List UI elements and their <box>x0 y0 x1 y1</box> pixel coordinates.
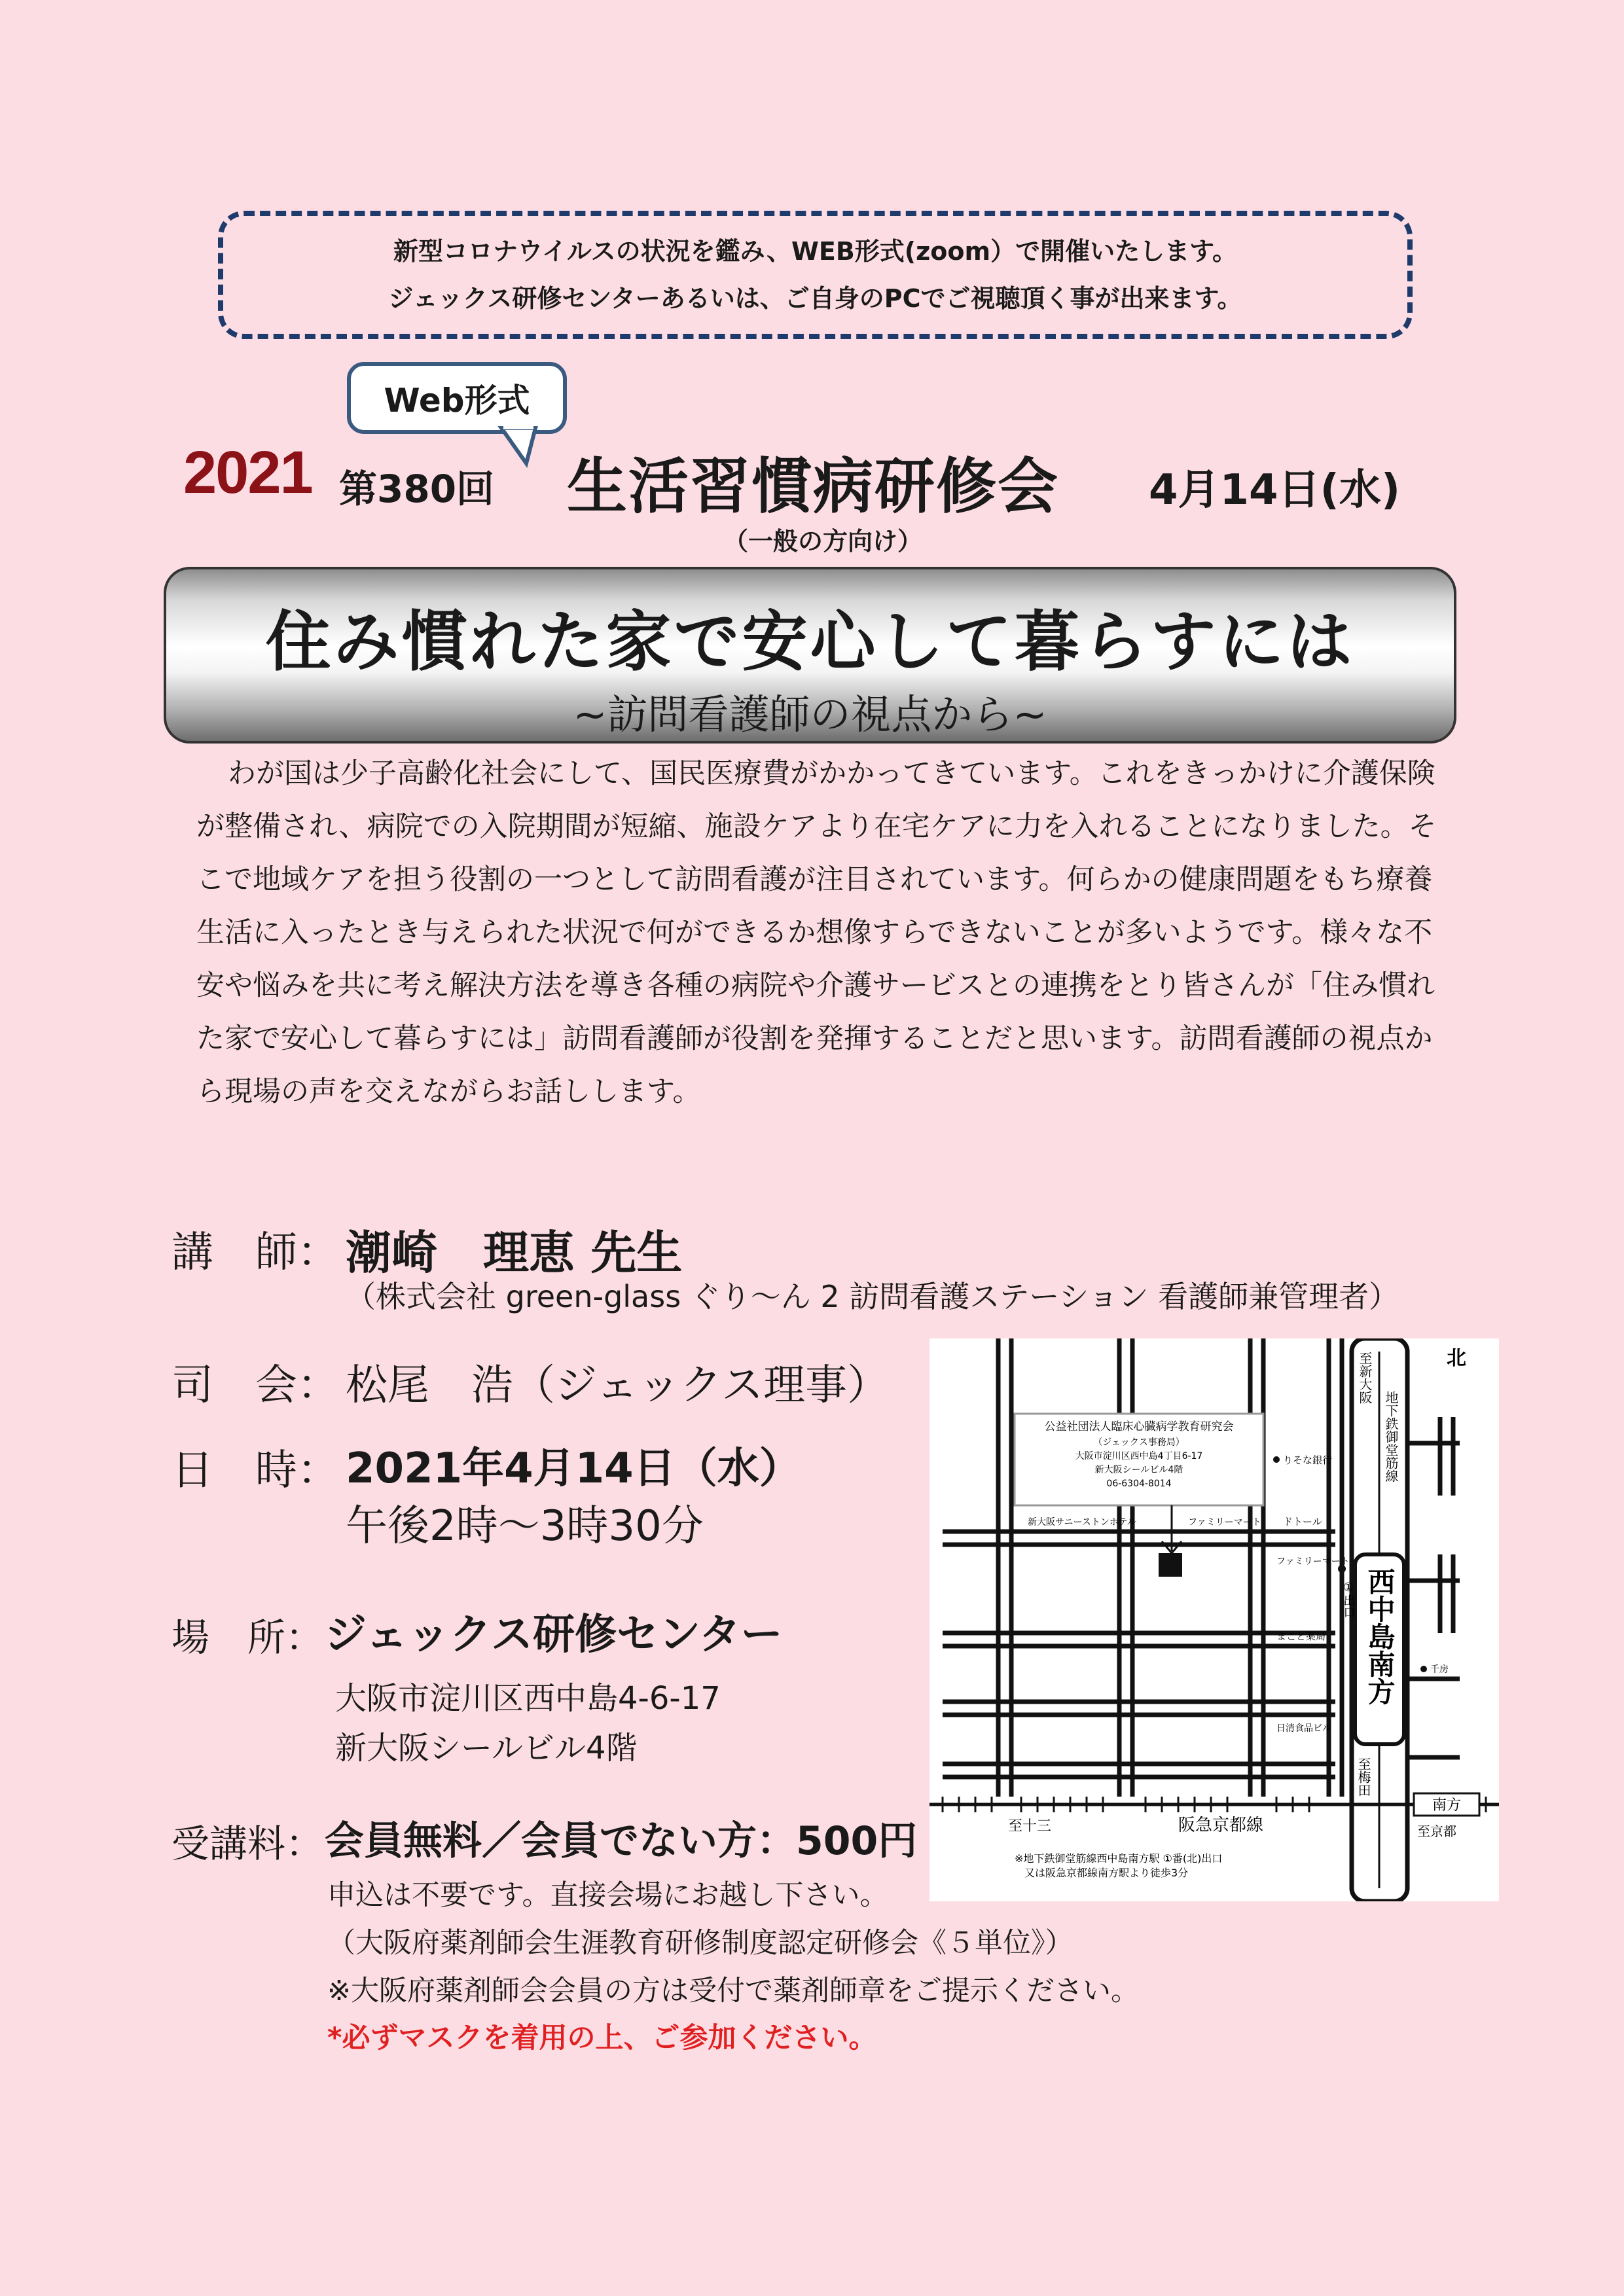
mask-note: *必ずマスクを着用の上、ご参加ください。 <box>327 2022 877 2054</box>
map-to-shinosaka: 至新大阪 <box>1357 1352 1373 1404</box>
audience-label: （一般の方向け） <box>723 527 923 556</box>
notice-line-1: 新型コロナウイルスの状況を鑑み、WEB形式(zoom）で開催いたします。 <box>393 237 1238 266</box>
map-doutor: ドトール <box>1283 1516 1322 1528</box>
map-to-juso: 至十三 <box>1008 1818 1052 1835</box>
map-office-name: 公益社団法人臨床心臓病学教育研究会 <box>1044 1420 1234 1433</box>
map-note-2: 又は阪急京都線南方駅より徒歩3分 <box>1024 1867 1189 1879</box>
map-familymart-right: ファミリーマート <box>1276 1556 1350 1567</box>
bubble-tail-icon <box>497 425 550 471</box>
fee-note-credits: （大阪府薬剤師会生涯教育研修制度認定研修会《５単位》） <box>327 1927 1074 1960</box>
senba-marker-icon <box>1420 1666 1427 1672</box>
map-to-umeda: 至梅田 <box>1356 1757 1371 1797</box>
map-hankyu-line: 阪急京都線 <box>1178 1816 1264 1835</box>
mc-value: 松尾 浩（ジェックス理事） <box>346 1361 890 1410</box>
map-note-1: ※地下鉄御堂筋線西中島南方駅 ①番(北)出口 <box>1015 1852 1223 1865</box>
lecture-subtitle: ~訪問看護師の視点から~ <box>573 691 1047 738</box>
lecture-title: 住み慣れた家で安心して暮らすには <box>265 603 1355 680</box>
address-line-1: 大阪市淀川区西中島4-6-17 <box>335 1680 721 1717</box>
venue-marker-icon <box>1159 1553 1182 1577</box>
time-value: 午後2時～3時30分 <box>346 1502 704 1551</box>
map-senba: 千房 <box>1430 1664 1449 1675</box>
place-label: 場 所： <box>171 1615 324 1660</box>
map-exit: ①出口 <box>1341 1581 1356 1618</box>
lecturer-name: 潮崎 理恵 先生 <box>346 1226 683 1280</box>
map-makoto: まこと薬局 <box>1276 1630 1326 1642</box>
map-familymart-top: ファミリーマート <box>1188 1517 1261 1528</box>
notice-line-2: ジェックス研修センターあるいは、ご自身のPCでご視聴頂く事が出来ます。 <box>388 284 1242 313</box>
intro-paragraph <box>196 747 1440 1119</box>
map-north: 北 <box>1447 1347 1466 1370</box>
lecturer-affiliation: （株式会社 green-glass ぐり～ん 2 訪問看護ステーション 看護師兼管理者） <box>346 1279 1399 1314</box>
fee-note-registration: 申込は不要です。直接会場にお越し下さい。 <box>327 1879 888 1912</box>
map-to-kyoto: 至京都 <box>1417 1823 1456 1839</box>
map-subway: 地下鉄御堂筋線 <box>1383 1391 1399 1482</box>
course-title: 生活習慣病研修会 <box>567 452 1060 522</box>
address-line-2: 新大阪シールビル4階 <box>335 1730 638 1767</box>
year: 2021 <box>183 439 312 506</box>
map-office-sub: （ジェックス事務局） <box>1093 1437 1185 1448</box>
online-notice-box <box>218 211 1413 339</box>
map-hotel: 新大阪サニーストンホテル <box>1028 1517 1137 1528</box>
web-format-bubble <box>347 362 567 434</box>
fee-label: 受講料： <box>171 1821 324 1866</box>
access-map <box>929 1338 1499 1901</box>
header-date: 4月14日(水) <box>1149 466 1401 514</box>
map-office-address-1: 大阪市淀川区西中島4丁目6-17 <box>1075 1451 1203 1462</box>
intro-text: わが国は少子高齢化社会にして、国民医療費がかかってきています。これをきっかけに介護保険が整備され、病院での入院期間が短縮、施設ケアより在宅ケアに力を入れることになりました。そこで地域ケアを担う役割の一つとして訪問看護が注目されています。何らかの健康問題をもち療養生活に入ったとき与えられた状況で何ができるか想像すらできないことが多いようです。様々な不安や悩みを共に考え解決方法を導き各種の病院や介護サービスとの連携をとり皆さんが「住み慣れた家で安心して暮らすには」訪問看護師が役割を発揮することだと思います。訪問看護師の視点から現場の声を交えながらお話しします。 <box>196 757 1437 1108</box>
risona-marker-icon <box>1273 1456 1280 1463</box>
date-label: 日 時： <box>171 1446 339 1495</box>
mc-label: 司 会： <box>171 1361 339 1410</box>
fee-note-pharmacist: ※大阪府薬剤師会会員の方は受付で薬剤師章をご提示ください。 <box>327 1975 1140 2007</box>
map-nisshin: 日清食品ビル <box>1276 1723 1331 1734</box>
place-name: ジェックス研修センター <box>325 1611 783 1659</box>
lecturer-label: 講 師： <box>171 1229 339 1277</box>
date-value: 2021年4月14日（水） <box>346 1444 801 1493</box>
session-number: 第380回 <box>339 467 495 511</box>
map-office-address-2: 新大阪シールビル4階 <box>1094 1465 1183 1475</box>
fee-value: 会員無料／会員でない方：500円 <box>325 1818 918 1864</box>
lecture-title-banner <box>164 567 1456 744</box>
web-format-label: Web形式 <box>384 382 530 420</box>
map-risona: りそな銀行 <box>1283 1454 1333 1466</box>
map-minamikata: 南方 <box>1432 1797 1462 1814</box>
map-station: 西中島南方 <box>1363 1568 1396 1705</box>
map-office-tel: 06-6304-8014 <box>1106 1479 1172 1489</box>
